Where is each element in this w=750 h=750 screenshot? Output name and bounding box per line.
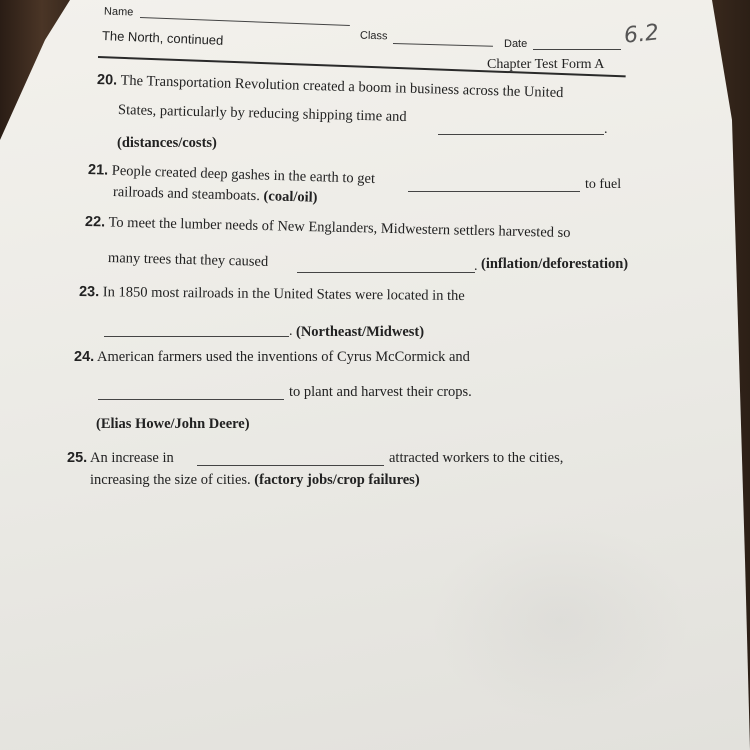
blank-end-punct: . — [289, 324, 293, 339]
question-text: To meet the lumber needs of New Englanders, Midwestern settlers harvested so — [108, 214, 571, 242]
section-title: The North, continued — [101, 28, 224, 48]
answer-blank[interactable] — [438, 134, 604, 135]
question-text: States, particularly by reducing shipping time and — [117, 102, 407, 126]
date-label: Date — [504, 38, 528, 50]
question-text: American farmers used the inventions of Cyrus McCormick and — [97, 349, 470, 365]
question-number: 20. — [96, 72, 118, 89]
name-label: Name — [103, 5, 134, 19]
answer-choices: (inflation/deforestation) — [481, 256, 629, 272]
question-number: 25. — [67, 450, 88, 466]
date-blank[interactable] — [533, 49, 621, 50]
question-text-end: attracted workers to the cities, — [389, 450, 564, 466]
question-number: 24. — [74, 349, 95, 365]
question-number: 23. — [78, 284, 100, 301]
handwritten-date: 6.2 — [622, 20, 661, 49]
question-text: The Transportation Revolution created a boom in business across the United — [120, 72, 564, 102]
test-title: Chapter Test Form A — [487, 57, 605, 72]
question-text: increasing the size of cities. — [90, 472, 251, 488]
answer-blank[interactable] — [297, 272, 475, 273]
answer-choices: (Northeast/Midwest) — [296, 324, 425, 340]
answer-choices: (Elias Howe/John Deere) — [96, 416, 250, 432]
question-text-end: to plant and harvest their crops. — [289, 384, 472, 400]
answer-choices: (factory jobs/crop failures) — [254, 472, 420, 488]
question-text: In 1850 most railroads in the United States were located in the — [102, 284, 465, 305]
question-text: People created deep gashes in the earth to get — [111, 162, 376, 188]
question-text: many trees that they caused — [107, 250, 269, 270]
blank-end-punct: . — [474, 259, 478, 274]
blank-end-punct: . — [604, 122, 608, 137]
class-label: Class — [359, 29, 388, 43]
answer-blank[interactable] — [98, 399, 284, 400]
question-text: railroads and steamboats. — [112, 184, 261, 205]
answer-blank[interactable] — [104, 336, 289, 337]
answer-choices: (coal/oil) — [263, 188, 318, 206]
paper-bleed-through — [430, 520, 690, 720]
question-number: 21. — [87, 162, 109, 179]
question-text-end: to fuel — [585, 177, 622, 192]
answer-blank[interactable] — [408, 191, 580, 192]
question-text: An increase in — [90, 450, 174, 466]
answer-blank[interactable] — [197, 465, 384, 466]
answer-choices: (distances/costs) — [117, 135, 217, 151]
question-number: 22. — [84, 214, 106, 231]
